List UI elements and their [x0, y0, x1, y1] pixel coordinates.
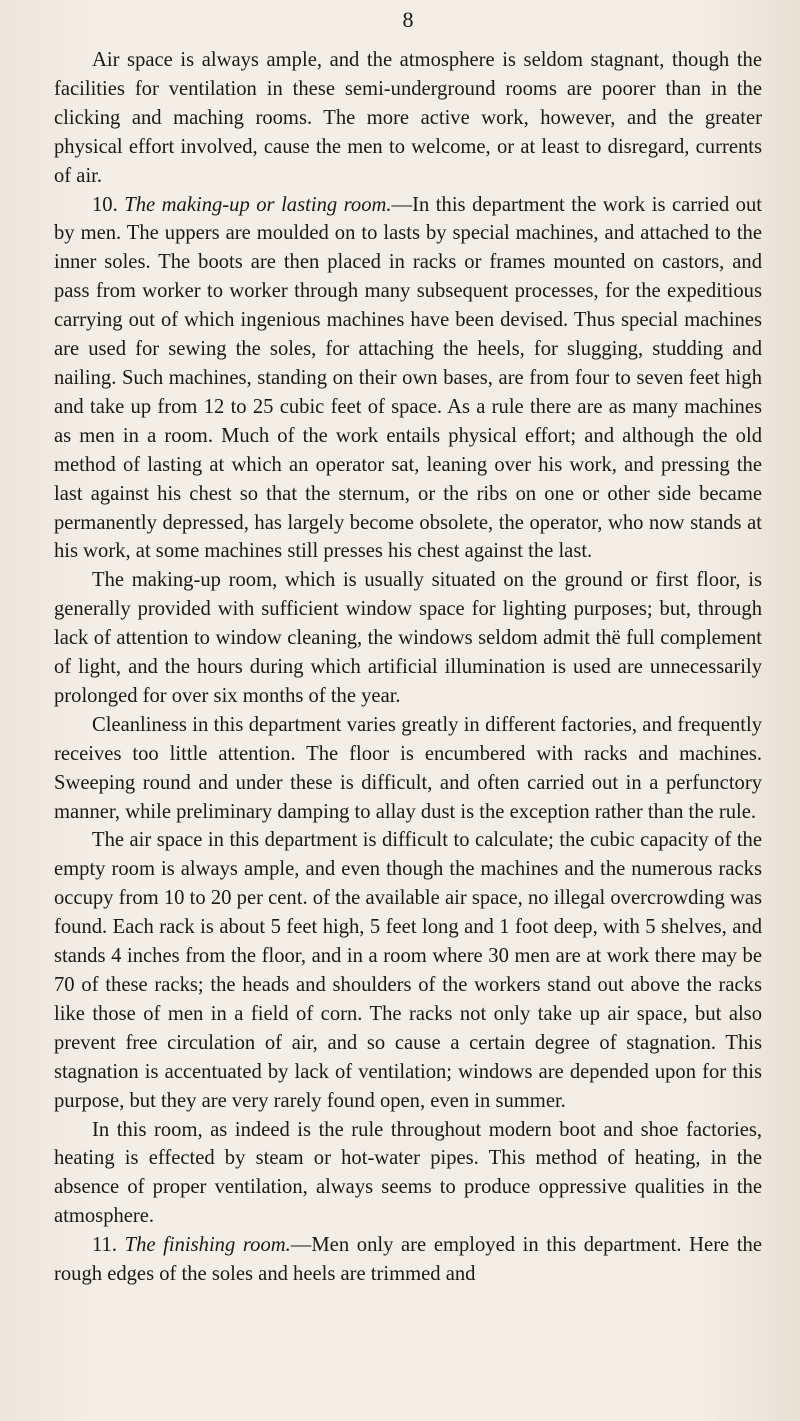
paragraph-text: —Men only are employed in this department. Here the rough edges of the soles and heels are trimmed and: [54, 1234, 762, 1286]
section-10-making-up-room: [54, 191, 762, 567]
paragraph-text: The air space in this department is difficult to calculate; the cubic capacity of the empty room is always ample, and even though the machines and the numerous racks occupy from 10 to 20 per cent. of the available air space, no illegal overcrowding was found. Each rack is about 5 feet high, 5 feet long and 1 foot deep, with 5 shelves, and stands 4 inches from the floor, and in a room where 30 men are at work there may be 70 of these racks; the heads and shoulders of the workers stand out above the racks like those of men in a field of corn. The racks not only take up air space, but also prevent free circulation of air, and so cause a certain degree of stagnation. This stagnation is accentuated by lack of ventilation; windows are depended upon for this purpose, but they are very rarely found open, even in summer.: [54, 829, 762, 1112]
paragraph-air-space: [54, 46, 762, 191]
section-11-finishing-room: [54, 1231, 762, 1289]
paragraph-text: Air space is always ample, and the atmosphere is seldom stagnant, though the facilities for ventilation in these semi-underground rooms are poorer than in the clicking and maching rooms. The more active work, however, and the greater physical effort involved, cause the men to welcome, or at least to disregard, currents of air.: [54, 49, 762, 187]
paragraph-text: In this room, as indeed is the rule throughout modern boot and shoe factories, heating is effected by steam or hot-water pipes. This method of heating, in the absence of proper ventilation, always seems to produce oppressive qualities in the atmosphere.: [54, 1118, 762, 1228]
paragraph-lighting: [54, 566, 762, 711]
paragraph-heating: [54, 1116, 762, 1232]
page-number: 8: [402, 7, 414, 32]
section-number: 10.: [92, 193, 118, 216]
paragraph-cleanliness: [54, 711, 762, 827]
section-heading: The finishing room.: [124, 1234, 291, 1257]
section-heading: The making-up or lasting room.: [124, 193, 392, 216]
paragraph-text: Cleanliness in this department varies greatly in different factories, and frequently receives too little attention. The floor is encumbered with racks and machines. Sweeping round and under these is difficult, and often carried out in a perfunctory manner, while preliminary damping to allay dust is the exception rather than the rule.: [54, 713, 762, 823]
section-number: 11.: [92, 1234, 117, 1257]
paragraph-air-space-racks: [54, 826, 762, 1115]
paragraph-text: The making-up room, which is usually situated on the ground or first floor, is generally provided with sufficient window space for lighting purposes; but, through lack of attention to window cleaning, the windows seldom admit thë full complement of light, and the hours during which artificial illumination is used are unnecessarily prolonged for over six months of the year.: [54, 569, 762, 707]
paragraph-text: —In this department the work is carried out by men. The uppers are moulded on to lasts by special machines, and attached to the inner soles. The boots are then placed in racks or frames mounted on castors, and pass from worker to worker through many subsequent processes, for the expeditious carrying out of which ingenious machines have been devised. Thus special machines are used for sewing the soles, for attaching the heels, for slugging, studding and nailing. Such machines, standing on their own bases, are from four to seven feet high and take up from 12 to 25 cubic feet of space. As a rule there are as many machines as men in a room. Much of the work entails physical effort; and although the old method of lasting at which an operator sat, leaning over his work, and pressing the last against his chest so that the sternum, or the ribs on one or other side became permanently depressed, has largely become obsolete, the operator, who now stands at his work, at some machines still presses his chest against the last.: [54, 193, 762, 563]
